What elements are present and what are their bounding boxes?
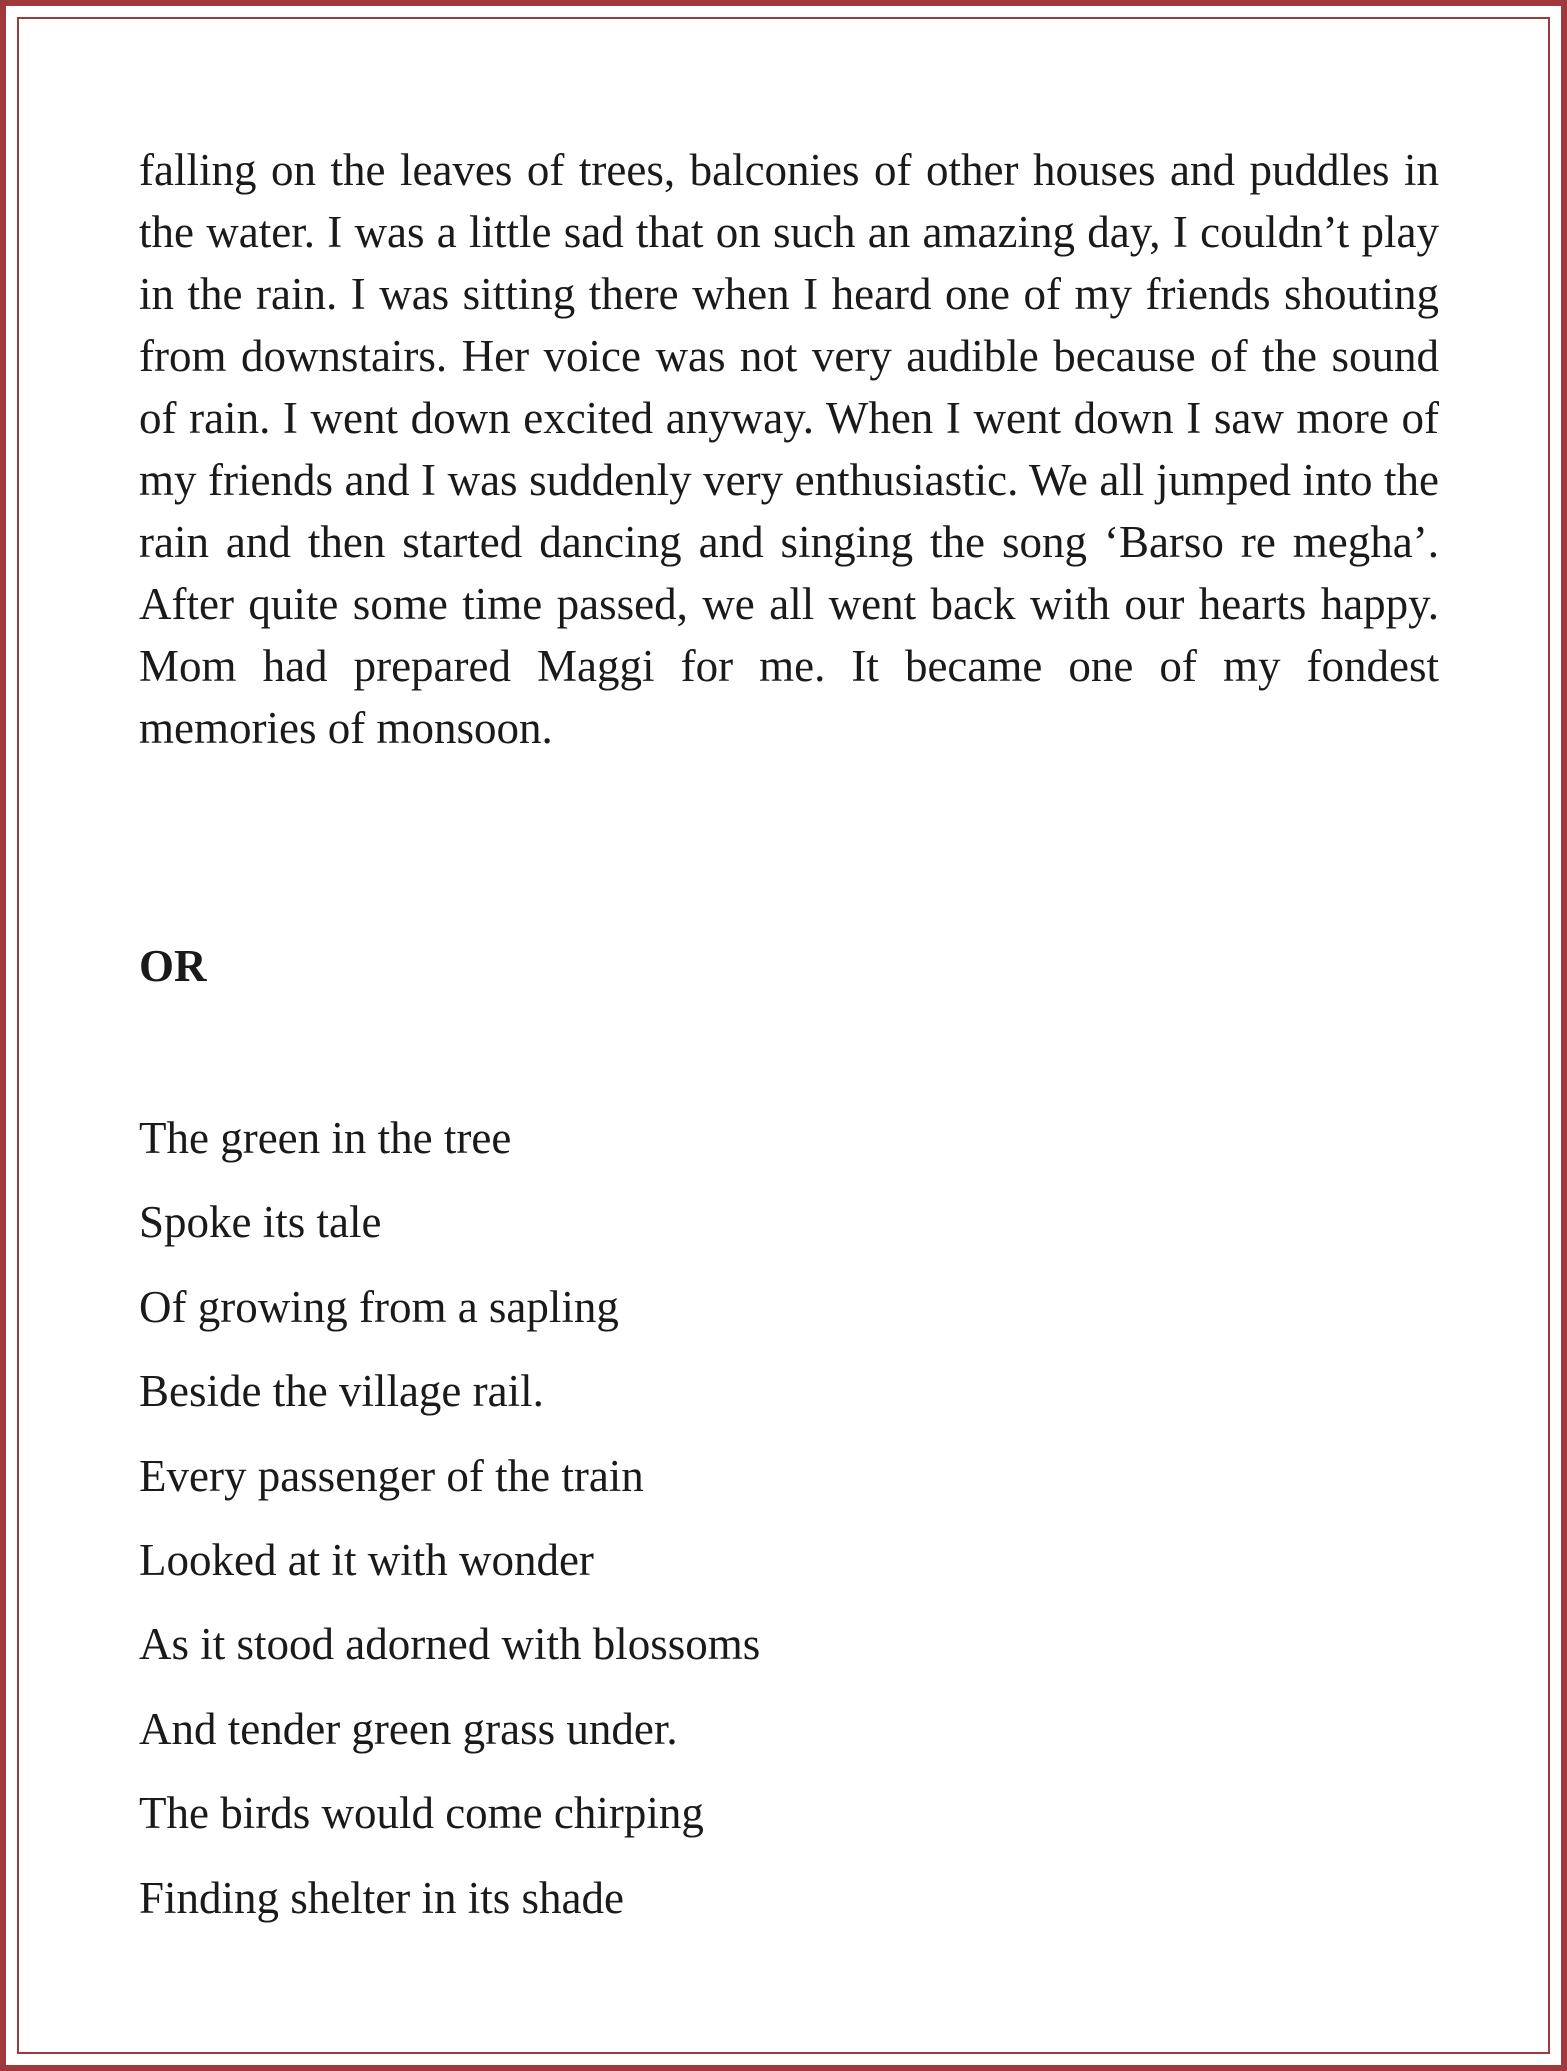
poem: [139, 1096, 760, 1940]
poem-line: The green in the tree: [139, 1113, 512, 1163]
essay-paragraph: falling on the leaves of trees, balconies of other houses and puddles in the water. I was a little sad that on such an amazing day, I couldn’t play in the rain. I was sitting there when I heard one of my friends shouting from downstairs. Her voice was not very audible because of the sound of rain. I went down excited anyway. When I went down I saw more of my friends and I was suddenly very enthusiastic. We all jumped into the rain and then started dancing and singing the song ‘Barso re megha’. After quite some time passed, we all went back with our hearts happy. Mom had prepared Maggi for me. It became one of my fondest memories of monsoon.: [139, 145, 1439, 753]
poem-line: Of growing from a sapling: [139, 1281, 619, 1332]
page-content: [139, 139, 1439, 1923]
poem-line: Beside the village rail.: [139, 1366, 544, 1417]
or-divider-heading: OR: [139, 941, 207, 991]
poem-line: The birds would come chirping: [139, 1788, 704, 1839]
poem-line: Finding shelter in its shade: [139, 1872, 624, 1923]
poem-line: Looked at it with wonder: [139, 1534, 594, 1585]
poem-line: Spoke its tale: [139, 1197, 382, 1248]
poem-line: Every passenger of the train: [139, 1450, 644, 1501]
poem-line: And tender green grass under.: [139, 1703, 678, 1754]
poem-line: As it stood adorned with blossoms: [139, 1619, 761, 1670]
